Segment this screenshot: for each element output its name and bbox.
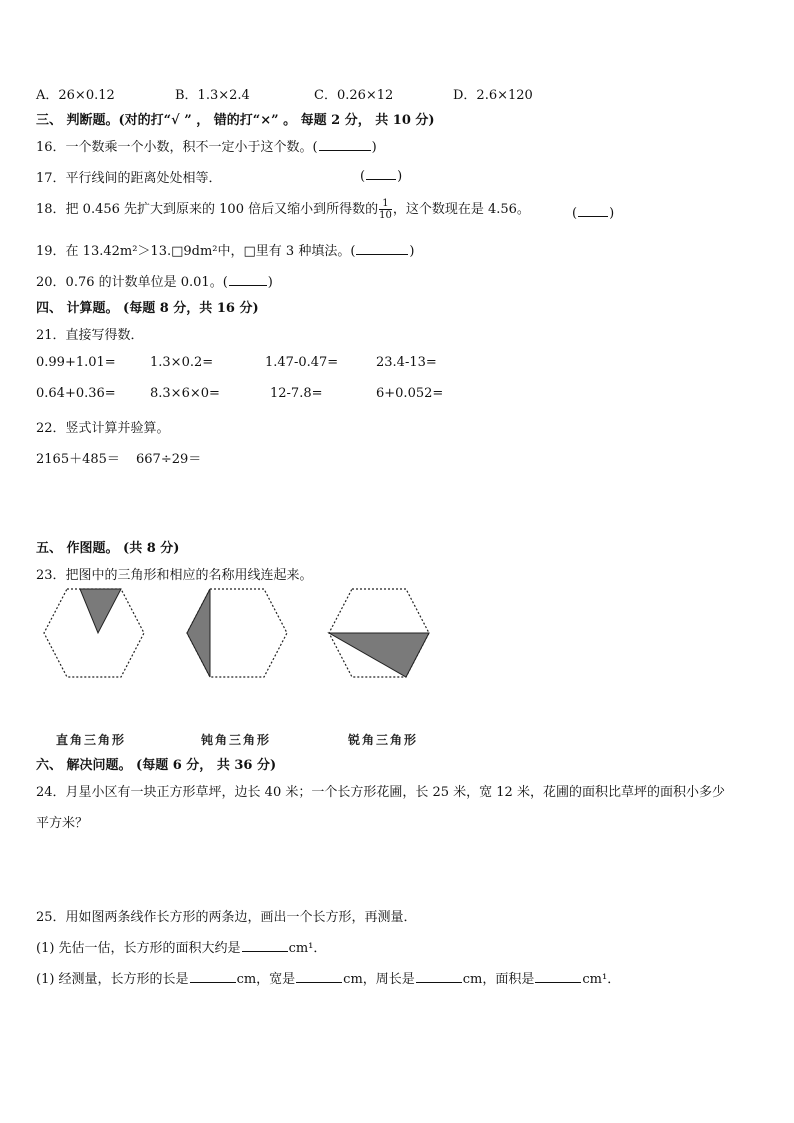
section-3-title: 三、 判断题。(对的打“√ ” ， 错的打“×” 。 每题 2 分， 共 10 分) — [36, 113, 435, 128]
hexagon-figure-3 — [325, 586, 433, 680]
option-c: C．0.26×12 — [314, 88, 394, 103]
calc-item: 1.47-0.47= — [265, 355, 339, 370]
answer-blank[interactable] — [190, 970, 236, 983]
obtuse-triangle-shape — [187, 589, 210, 677]
answer-blank[interactable] — [416, 970, 462, 983]
acute-triangle-shape — [329, 633, 429, 677]
question-20: 20．0.76 的计数单位是 0.01。( ) — [36, 275, 273, 290]
answer-blank[interactable] — [229, 273, 267, 286]
label-right-triangle: 直角三角形 — [56, 733, 127, 747]
answer-blank[interactable] — [296, 970, 342, 983]
question-23-title: 23．把图中的三角形和相应的名称用线连起来。 — [36, 568, 313, 583]
label-acute-triangle: 锐角三角形 — [348, 733, 419, 747]
answer-blank[interactable] — [535, 970, 581, 983]
calc-item: 0.64+0.36= — [36, 386, 116, 401]
question-21-title: 21．直接写得数． — [36, 328, 144, 343]
question-16-text: 16．一个数乘一个小数，积不一定小于这个数。( — [36, 140, 318, 155]
question-25-sub-2: (1) 经测量，长方形的长是 cm，宽是 cm，周长是 cm，面积是 cm¹． — [36, 972, 621, 987]
calc-item: 0.99+1.01= — [36, 355, 116, 370]
answer-blank[interactable] — [578, 204, 608, 217]
question-18-text: 18．把 0.456 先扩大到原来的 100 倍后又缩小到所得数的 — [36, 202, 379, 217]
option-a: A．26×0.12 — [36, 88, 115, 103]
section-4-title: 四、 计算题。 (每题 8 分，共 16 分) — [36, 301, 259, 316]
calc-item: 6+0.052= — [376, 386, 444, 401]
answer-blank[interactable] — [366, 167, 396, 180]
question-24-line-1: 24．月星小区有一块正方形草坪，边长 40 米；一个长方形花圃，长 25 米，宽 12 米，花圃的面积比草坪的面积小多少 — [36, 785, 725, 800]
question-19: 19．在 13.42m²＞13.□9dm²中，□里有 3 种填法。( ) — [36, 244, 415, 259]
fraction: $\frac{1}{10}$ — [379, 198, 392, 221]
hexagon-figure-1 — [40, 586, 148, 680]
vertical-calc-item: 2165＋485＝ — [36, 452, 120, 467]
question-25-sub-1: (1) 先估一估，长方形的面积大约是 cm¹． — [36, 941, 327, 956]
answer-blank[interactable] — [242, 939, 288, 952]
question-17-answer: ( ) — [360, 169, 403, 184]
label-obtuse-triangle: 钝角三角形 — [201, 733, 272, 747]
question-16: 16．一个数乘一个小数，积不一定小于这个数。( ) — [36, 140, 377, 155]
calc-item: 23.4-13= — [376, 355, 437, 370]
calc-item: 12-7.8= — [270, 386, 323, 401]
section-6-title: 六、 解决问题。 (每题 6 分， 共 36 分) — [36, 758, 277, 773]
section-5-title: 五、 作图题。 (共 8 分) — [36, 541, 180, 556]
question-24-line-2: 平方米？ — [36, 816, 89, 831]
calc-item: 8.3×6×0= — [150, 386, 220, 401]
answer-blank[interactable] — [356, 242, 408, 255]
option-d: D．2.6×120 — [453, 88, 533, 103]
question-22-title: 22．竖式计算并验算。 — [36, 421, 170, 436]
hexagon-figure-2 — [183, 586, 291, 680]
right-triangle-shape — [80, 589, 121, 633]
question-25-title: 25．用如图两条线作长方形的两条边，画出一个长方形，再测量． — [36, 910, 417, 925]
question-17-text: 17．平行线间的距离处处相等． — [36, 171, 222, 186]
option-b: B．1.3×2.4 — [175, 88, 250, 103]
answer-blank[interactable] — [319, 138, 371, 151]
calc-item: 1.3×0.2= — [150, 355, 214, 370]
question-18-answer: ( ) — [572, 206, 615, 221]
question-18: 18．把 0.456 先扩大到原来的 100 倍后又缩小到所得数的 $\frac{1}{10}$ ，这个数现在是 4.56。 — [36, 198, 530, 221]
question-20-text: 20．0.76 的计数单位是 0.01。( — [36, 275, 228, 290]
question-19-text: 19．在 13.42m²＞13.□9dm²中，□里有 3 种填法。( — [36, 244, 356, 259]
vertical-calc-item: 667÷29＝ — [136, 452, 202, 467]
question-17 — [36, 167, 222, 186]
